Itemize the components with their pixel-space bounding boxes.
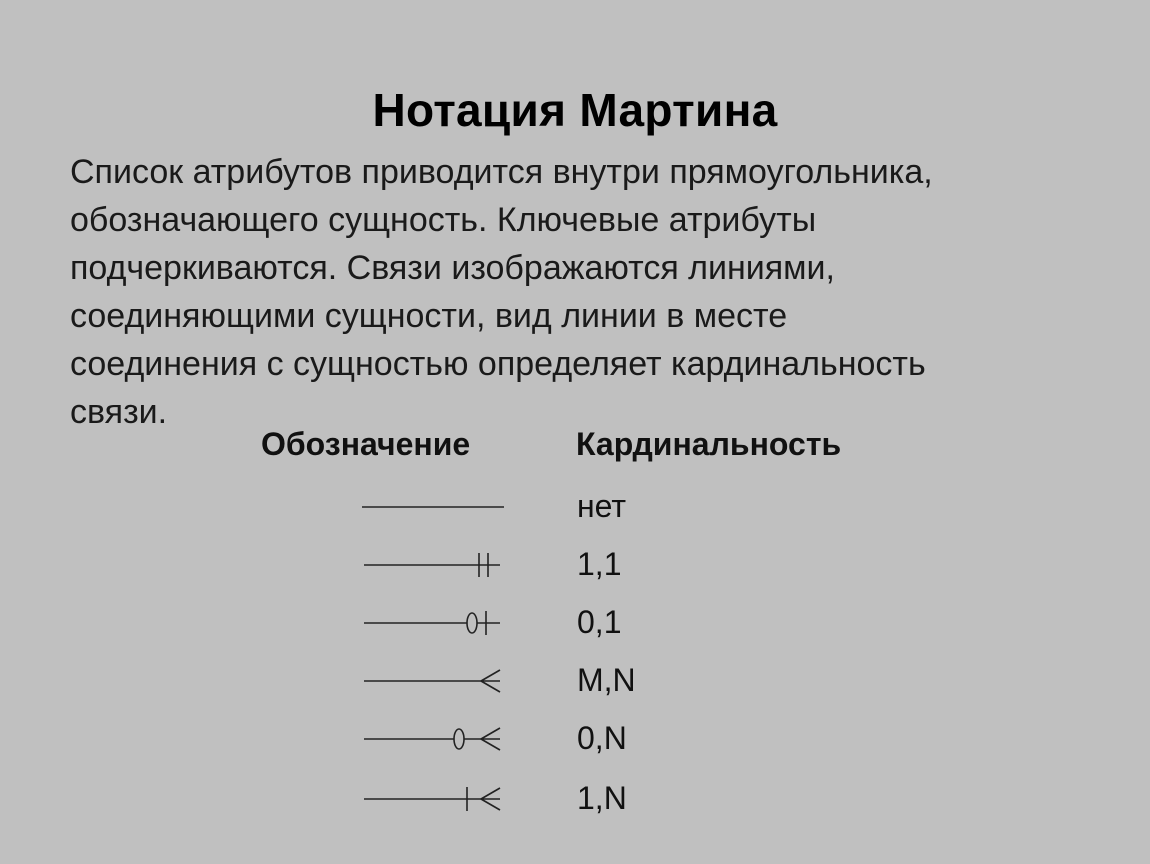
notation-row: [0, 540, 1150, 590]
cardinality-value: 0,N: [577, 720, 627, 756]
notation-column-header: Обозначение: [261, 426, 471, 462]
plain-line-icon: [360, 482, 510, 532]
cardinality-value: 1,1: [577, 546, 622, 582]
paragraph-line: связи.: [70, 393, 168, 431]
notation-row: [0, 482, 1150, 532]
notation-row: [0, 598, 1150, 648]
circle-crows-foot-line-icon: [360, 714, 510, 764]
notation-row: [0, 714, 1150, 764]
circle-bar-line-icon: [360, 598, 510, 648]
paragraph-line: соединяющими сущности, вид линии в месте: [70, 297, 788, 335]
crows-foot-line-icon: [360, 656, 510, 706]
paragraph-line: соединения с сущностью определяет кардинальность: [70, 345, 926, 383]
paragraph-line: подчеркиваются. Связи изображаются линиями,: [70, 249, 835, 287]
slide-title: Нотация Мартина: [372, 84, 778, 136]
notation-row: [0, 774, 1150, 824]
cardinality-value: 0,1: [577, 604, 622, 640]
cardinality-value: M,N: [577, 662, 636, 698]
notation-row: [0, 656, 1150, 706]
bar-crows-foot-line-icon: [360, 774, 510, 824]
cardinality-value: нет: [577, 488, 627, 524]
cardinality-value: 1,N: [577, 780, 627, 816]
double-bar-line-icon: [360, 540, 510, 590]
paragraph-line: Список атрибутов приводится внутри прямоугольника,: [70, 153, 933, 191]
paragraph-line: обозначающего сущность. Ключевые атрибуты: [70, 201, 817, 239]
cardinality-column-header: Кардинальность: [576, 426, 842, 462]
